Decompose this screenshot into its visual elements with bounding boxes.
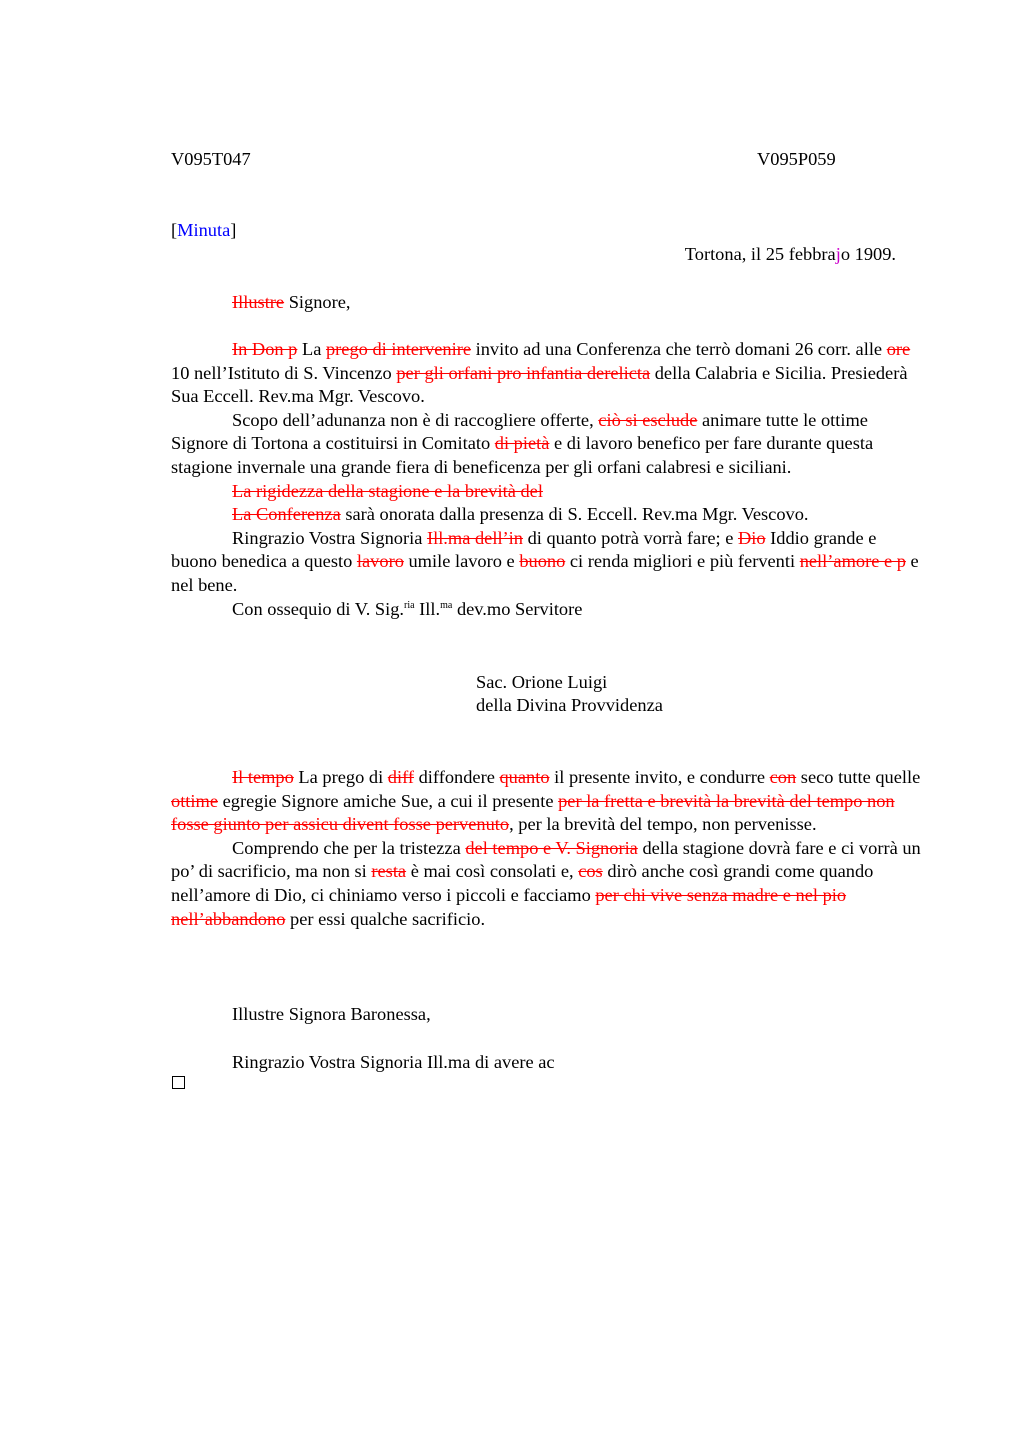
minuta-close-bracket: ] (230, 220, 237, 240)
deleted-text: resta (371, 861, 407, 882)
text-run: 10 nell’Istituto di S. Vincenzo (171, 362, 397, 383)
text-run: La prego di (293, 767, 388, 787)
text-run: animare tutte le ottime Signore di Tortona a costituirsi in Comitato (171, 409, 868, 454)
date-after: o 1909. (840, 244, 896, 264)
text-run: è mai così consolati e, (406, 861, 579, 882)
deleted-text: diff (387, 767, 415, 787)
deleted-text: La rigidezza della stagione e la brevità del (232, 480, 543, 501)
superscript: ma (440, 599, 453, 611)
paragraph-6 (171, 598, 923, 622)
text-run: diffondere (414, 767, 500, 787)
text-run: seco tutte quelle (796, 767, 921, 787)
text-run: ci renda migliori e più ferventi (565, 551, 800, 572)
deleted-text: quanto (499, 767, 550, 787)
text-run: Con ossequio di V. Sig. (232, 598, 405, 619)
text-run: umile lavoro e (403, 551, 520, 572)
deleted-text: cos (578, 861, 603, 882)
deleted-text: buono (519, 551, 566, 572)
text-run: della Calabria e Sicilia. Presiederà Sua Eccell. Rev.ma Mgr. Vescovo. (171, 362, 908, 407)
text-run: della stagione dovrà fare e ci vorrà un po’ di sacrificio, ma non si (171, 837, 921, 882)
deleted-text: La Conferenza (232, 504, 341, 525)
text-run: La (297, 339, 326, 359)
body-block-1 (171, 338, 923, 621)
deleted-text: per gli orfani pro infantia derelicta (396, 362, 651, 383)
text-run: dirò anche così grandi come quando nell’amore di Dio, ci chiniamo verso i piccoli e facciamo (171, 861, 874, 905)
minuta-open-bracket: [ (171, 220, 178, 240)
minuta-label (171, 219, 236, 243)
deleted-text: Il tempo (232, 767, 294, 787)
deleted-text: nell’amore e p (799, 551, 906, 572)
text-run: Ringrazio Vostra Signoria (232, 527, 427, 548)
text-run: Scopo dell’adunanza non è di raccogliere offerte, (232, 409, 599, 430)
deleted-text: Ill.ma dell’in (426, 527, 523, 548)
text-run: Ill. (414, 598, 441, 619)
text-run: e nel bene. (171, 551, 919, 595)
text-run: sarà onorata dalla presenza di S. Eccell. Rev.ma Mgr. Vescovo. (340, 504, 809, 525)
text-run: , per la brevità del tempo, non pervenisse. (509, 814, 817, 835)
deleted-text: di pietà (494, 433, 550, 454)
salutation-baronessa: Illustre Signora Baronessa, (232, 1004, 431, 1024)
deleted-text: ciò si esclude (598, 409, 698, 430)
text-run: egregie Signore amiche Sue, a cui il presente (218, 790, 559, 811)
deleted-text: Dio (737, 527, 766, 548)
paragraph-8 (171, 837, 923, 931)
deleted-text: per chi vive senza madre e nel pio nell’abbandono (171, 884, 847, 929)
deleted-text: con (769, 767, 797, 787)
paragraph-4 (171, 503, 923, 527)
deleted-text: ottime (171, 790, 218, 811)
text-run: e di lavoro benefico per fare durante questa stagione invernale una grande fiera di beneficenza per gli orfani calabresi e siciliani. (171, 433, 874, 477)
text-run: il presente invito, e condurre (549, 767, 770, 787)
salutation-text: Signore, (284, 292, 351, 312)
text-run: di quanto potrà vorrà fare; e (522, 527, 738, 548)
signature-line-2: della Divina Provvidenza (476, 695, 663, 715)
deleted-text: del tempo e V. Signoria (465, 837, 638, 858)
paragraph-2 (171, 409, 923, 480)
signature-line-1: Sac. Orione Luigi (476, 672, 608, 692)
deleted-text: lavoro (356, 551, 404, 572)
paragraph-1 (171, 338, 923, 409)
minuta-text: Minuta (177, 220, 231, 240)
deleted-text: ore (886, 339, 911, 359)
header-right-code: V095P059 (757, 149, 836, 169)
paragraph-5 (171, 527, 923, 598)
text-run: invito ad una Conferenza che terrò domani 26 corr. alle (471, 339, 887, 359)
superscript: ria (404, 599, 415, 611)
text-run: per essi qualche sacrificio. (285, 908, 486, 929)
deleted-text: In Don p (232, 339, 298, 359)
deleted-text: per la fretta e brevità la brevità del tempo non fosse giunto per assicu divent fosse pervenuto (171, 790, 895, 835)
deleted-text: prego di intervenire (325, 339, 472, 359)
checkbox-square-icon (172, 1076, 185, 1089)
paragraph-7 (171, 766, 923, 837)
header-left-code: V095T047 (171, 149, 251, 169)
date-before: Tortona, il 25 febbra (684, 244, 836, 264)
date-highlight: j (835, 244, 841, 264)
deleted-text: Illustre (232, 292, 285, 312)
date-line (685, 243, 896, 267)
text-run: Comprendo che per la tristezza (232, 837, 466, 858)
body-block-2 (171, 766, 923, 931)
paragraph-10: Ringrazio Vostra Signoria Ill.ma di avere ac (232, 1052, 555, 1072)
text-run: dev.mo Servitore (452, 598, 583, 619)
salutation (232, 291, 351, 315)
text-run: Iddio grande e buono benedica a questo (171, 527, 877, 572)
paragraph-3 (171, 480, 923, 504)
